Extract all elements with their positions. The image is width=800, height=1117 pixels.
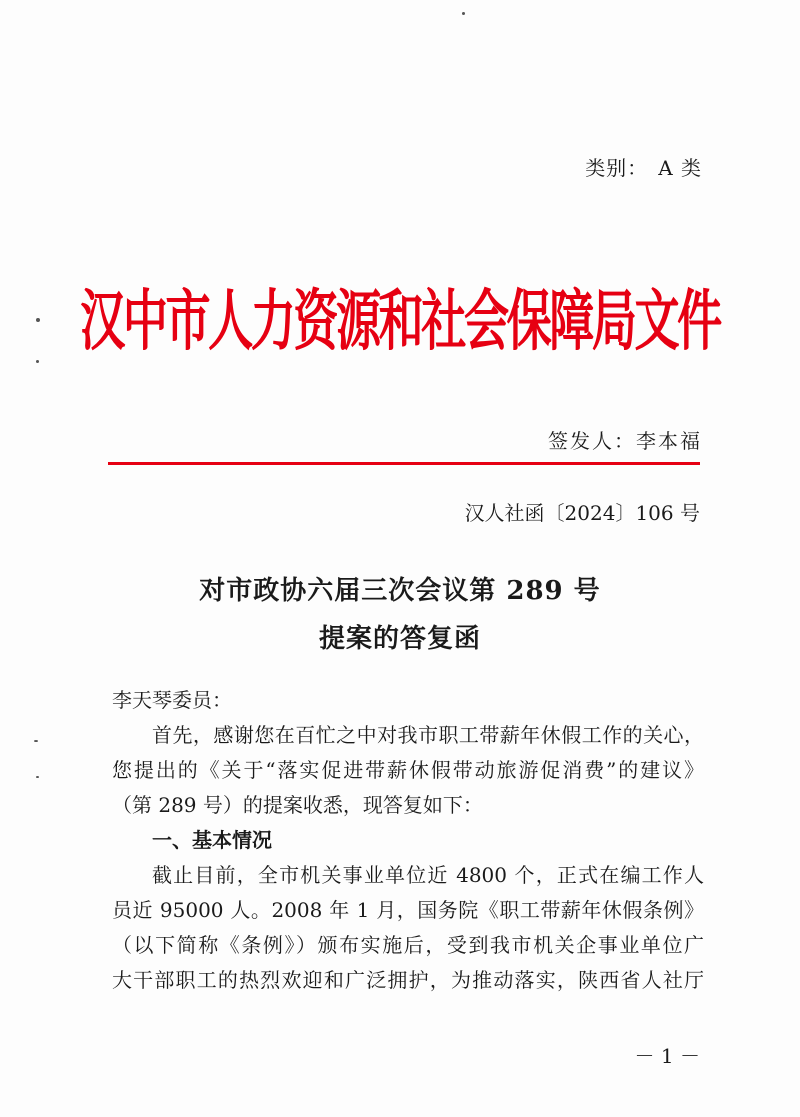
- scan-speck: [36, 318, 40, 322]
- paragraph-line: （第 289 号）的提案收悉，现答复如下：: [112, 793, 483, 817]
- scan-speck: [462, 12, 465, 15]
- scan-speck: [34, 740, 38, 742]
- category-label: 类别：: [585, 156, 649, 180]
- document-title: [0, 567, 800, 663]
- category-value: A 类: [658, 156, 702, 180]
- paragraph-line: 您提出的《关于“落实促进带薪休假带动旅游促消费”的建议》: [112, 758, 704, 782]
- document-title-line-2: 提案的答复函: [318, 624, 481, 654]
- signer-line: [548, 425, 702, 454]
- paragraph-line: 大干部职工的热烈欢迎和广泛拥护，为推动落实，陕西省人社厅: [112, 968, 704, 992]
- document-title-line-1: 对市政协六届三次会议第 289 号: [199, 576, 601, 606]
- document-category: [585, 152, 702, 181]
- scan-speck: [36, 776, 39, 778]
- paragraph-line: 员近 95000 人。2008 年 1 月，国务院《职工带薪年休假条例》: [112, 898, 704, 922]
- document-number: 汉人社函〔2024〕106 号: [464, 501, 700, 525]
- document-body: [112, 683, 704, 998]
- issuing-organization-title: 汉中市人力资源和社会保障局文件: [80, 281, 720, 360]
- paragraph-line: （以下简称《条例》）颁布实施后，受到我市机关企事业单位广: [112, 933, 704, 957]
- signer-name: 李本福: [636, 429, 702, 453]
- signer-label: 签发人：: [548, 429, 636, 453]
- red-separator-line: [108, 462, 700, 465]
- paragraph-line: 截止目前，全市机关事业单位近 4800 个，正式在编工作人: [152, 863, 704, 887]
- paragraph-line: 首先，感谢您在百忙之中对我市职工带薪年休假工作的关心，: [152, 723, 704, 747]
- page-number: － 1 －: [634, 1044, 700, 1068]
- scan-speck: [36, 360, 39, 363]
- section-heading: 一、基本情况: [152, 828, 272, 852]
- salutation: 李天琴委员：: [112, 688, 232, 712]
